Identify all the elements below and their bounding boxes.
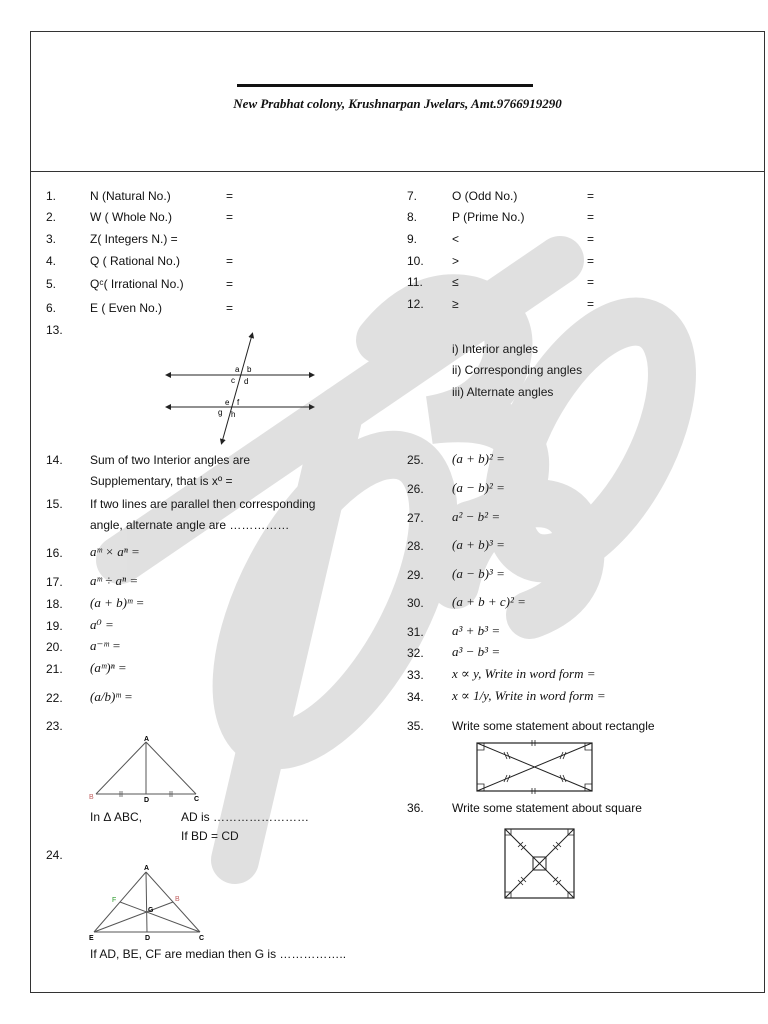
equals-sign: = <box>587 210 595 224</box>
question-text: Write some statement about square <box>452 801 642 815</box>
item-number: 9. <box>407 232 418 246</box>
vertex-label: C <box>199 935 205 942</box>
vertex-label: C <box>194 796 200 803</box>
rectangle-figure <box>476 742 594 794</box>
vertex-label: B <box>175 896 180 903</box>
item-number: 4. <box>46 254 57 268</box>
angle-type: i) Interior angles <box>452 342 539 356</box>
formula: (aᵐ)ⁿ = <box>90 660 127 675</box>
item-number: 22. <box>46 691 63 705</box>
equals-sign: = <box>587 297 595 311</box>
vertex-label: E <box>89 935 94 942</box>
item-number: 13. <box>46 323 63 337</box>
item-number: 29. <box>407 568 424 582</box>
formula: (a − b)³ = <box>452 566 505 581</box>
angle-label: c <box>231 376 235 385</box>
vertex-label: D <box>145 935 151 942</box>
watermark-text: TOP30 <box>0 0 4 1</box>
item-number: 20. <box>46 640 63 654</box>
item-number: 35. <box>407 719 424 733</box>
question-text: Sum of two Interior angles are <box>90 453 251 467</box>
definition-label: Q ( Rational No.) <box>90 254 181 268</box>
definition-label: P (Prime No.) <box>452 210 525 224</box>
item-number: 12. <box>407 297 424 311</box>
triangle-medians-figure <box>86 860 211 942</box>
question-text: Write some statement about rectangle <box>452 719 655 733</box>
item-number: 21. <box>46 662 63 676</box>
vertex-label: A <box>144 736 150 743</box>
definition-label: ≥ <box>452 297 459 311</box>
definition-label: E ( Even No.) <box>90 301 163 315</box>
definition-label: < <box>452 232 460 246</box>
item-number: 31. <box>407 625 424 639</box>
item-number: 2. <box>46 210 57 224</box>
equals-sign: = <box>226 277 234 291</box>
vertex-label: G <box>148 907 154 914</box>
angle-label: e <box>225 398 230 407</box>
angle-label: g <box>218 408 223 417</box>
definition-label: > <box>452 254 460 268</box>
vertex-label: D <box>144 797 150 804</box>
question-text: In Δ ABC, <box>90 810 143 824</box>
formula: a⁰ = <box>90 617 114 632</box>
item-number: 33. <box>407 668 424 682</box>
angle-label: b <box>247 365 252 374</box>
item-number: 17. <box>46 575 63 589</box>
item-number: 16. <box>46 546 63 560</box>
formula: a³ + b³ = <box>452 623 501 638</box>
formula: aᵐ × aⁿ = <box>90 544 140 559</box>
angle-type: iii) Alternate angles <box>452 385 554 399</box>
item-number: 24. <box>46 848 63 862</box>
item-number: 26. <box>407 482 424 496</box>
definition-label: N (Natural No.) <box>90 189 171 203</box>
definition-label: Z( Integers N.) = <box>90 232 178 246</box>
question-text: If two lines are parallel then corresponding <box>90 497 316 511</box>
formula: a⁻ᵐ = <box>90 638 121 653</box>
item-number: 3. <box>46 232 57 246</box>
formula: x ∝ 1/y, Write in word form = <box>452 688 606 703</box>
item-number: 5. <box>46 277 57 291</box>
item-number: 18. <box>46 597 63 611</box>
question-text: angle, alternate angle are …………… <box>90 518 290 532</box>
formula: a² − b² = <box>452 509 501 524</box>
equals-sign: = <box>226 301 234 315</box>
equals-sign: = <box>226 189 234 203</box>
item-number: 30. <box>407 596 424 610</box>
header-address: New Prabhat colony, Krushnarpan Jwelars, Amt.9766919290 <box>233 96 562 111</box>
equals-sign: = <box>587 232 595 246</box>
equals-sign: = <box>226 254 234 268</box>
item-number: 8. <box>407 210 418 224</box>
definition-label: Qᶜ( Irrational No.) <box>90 277 184 291</box>
equals-sign: = <box>587 254 595 268</box>
formula: (a + b + c)² = <box>452 594 526 609</box>
formula: (a/b)ᵐ = <box>90 689 133 704</box>
vertex-label: A <box>144 865 150 872</box>
item-number: 6. <box>46 301 57 315</box>
formula: (a − b)² = <box>452 480 505 495</box>
formula: aᵐ ÷ aⁿ = <box>90 573 139 588</box>
definition-label: W ( Whole No.) <box>90 210 173 224</box>
definition-label: O (Odd No.) <box>452 189 518 203</box>
item-number: 1. <box>46 189 57 203</box>
question-text: Supplementary, that is xº = <box>90 474 233 488</box>
item-number: 7. <box>407 189 418 203</box>
header-divider <box>31 171 764 172</box>
square-figure <box>504 828 576 900</box>
equals-sign: = <box>226 210 234 224</box>
question-text: If BD = CD <box>181 829 239 843</box>
item-number: 34. <box>407 690 424 704</box>
formula: (a + b)³ = <box>452 537 505 552</box>
formula: (a + b)² = <box>452 451 505 466</box>
angle-label: h <box>231 410 236 419</box>
item-number: 10. <box>407 254 424 268</box>
formula: a³ − b³ = <box>452 644 501 659</box>
question-text: AD is …………………… <box>181 810 310 824</box>
item-number: 11. <box>407 275 423 289</box>
item-number: 19. <box>46 619 63 633</box>
item-number: 15. <box>46 497 63 511</box>
item-number: 25. <box>407 453 424 467</box>
parallel-lines-transversal-figure <box>160 330 320 445</box>
item-number: 23. <box>46 719 63 733</box>
item-number: 36. <box>407 801 424 815</box>
angle-label: f <box>237 398 240 407</box>
vertex-label: F <box>112 897 117 904</box>
angle-label: d <box>244 377 249 386</box>
formula: (a + b)ᵐ = <box>90 595 145 610</box>
worksheet-page <box>30 31 765 993</box>
item-number: 32. <box>407 646 424 660</box>
item-number: 14. <box>46 453 63 467</box>
item-number: 27. <box>407 511 424 525</box>
formula: x ∝ y, Write in word form = <box>452 666 596 681</box>
angle-type: ii) Corresponding angles <box>452 363 583 377</box>
triangle-abc-figure <box>88 734 208 804</box>
equals-sign: = <box>587 275 595 289</box>
angle-label: a <box>235 365 240 374</box>
vertex-label: B <box>89 794 94 801</box>
question-text: If AD, BE, CF are median then G is …………….. <box>90 947 347 961</box>
header-rule <box>237 84 533 87</box>
item-number: 28. <box>407 539 424 553</box>
equals-sign: = <box>587 189 595 203</box>
definition-label: ≤ <box>452 275 459 289</box>
